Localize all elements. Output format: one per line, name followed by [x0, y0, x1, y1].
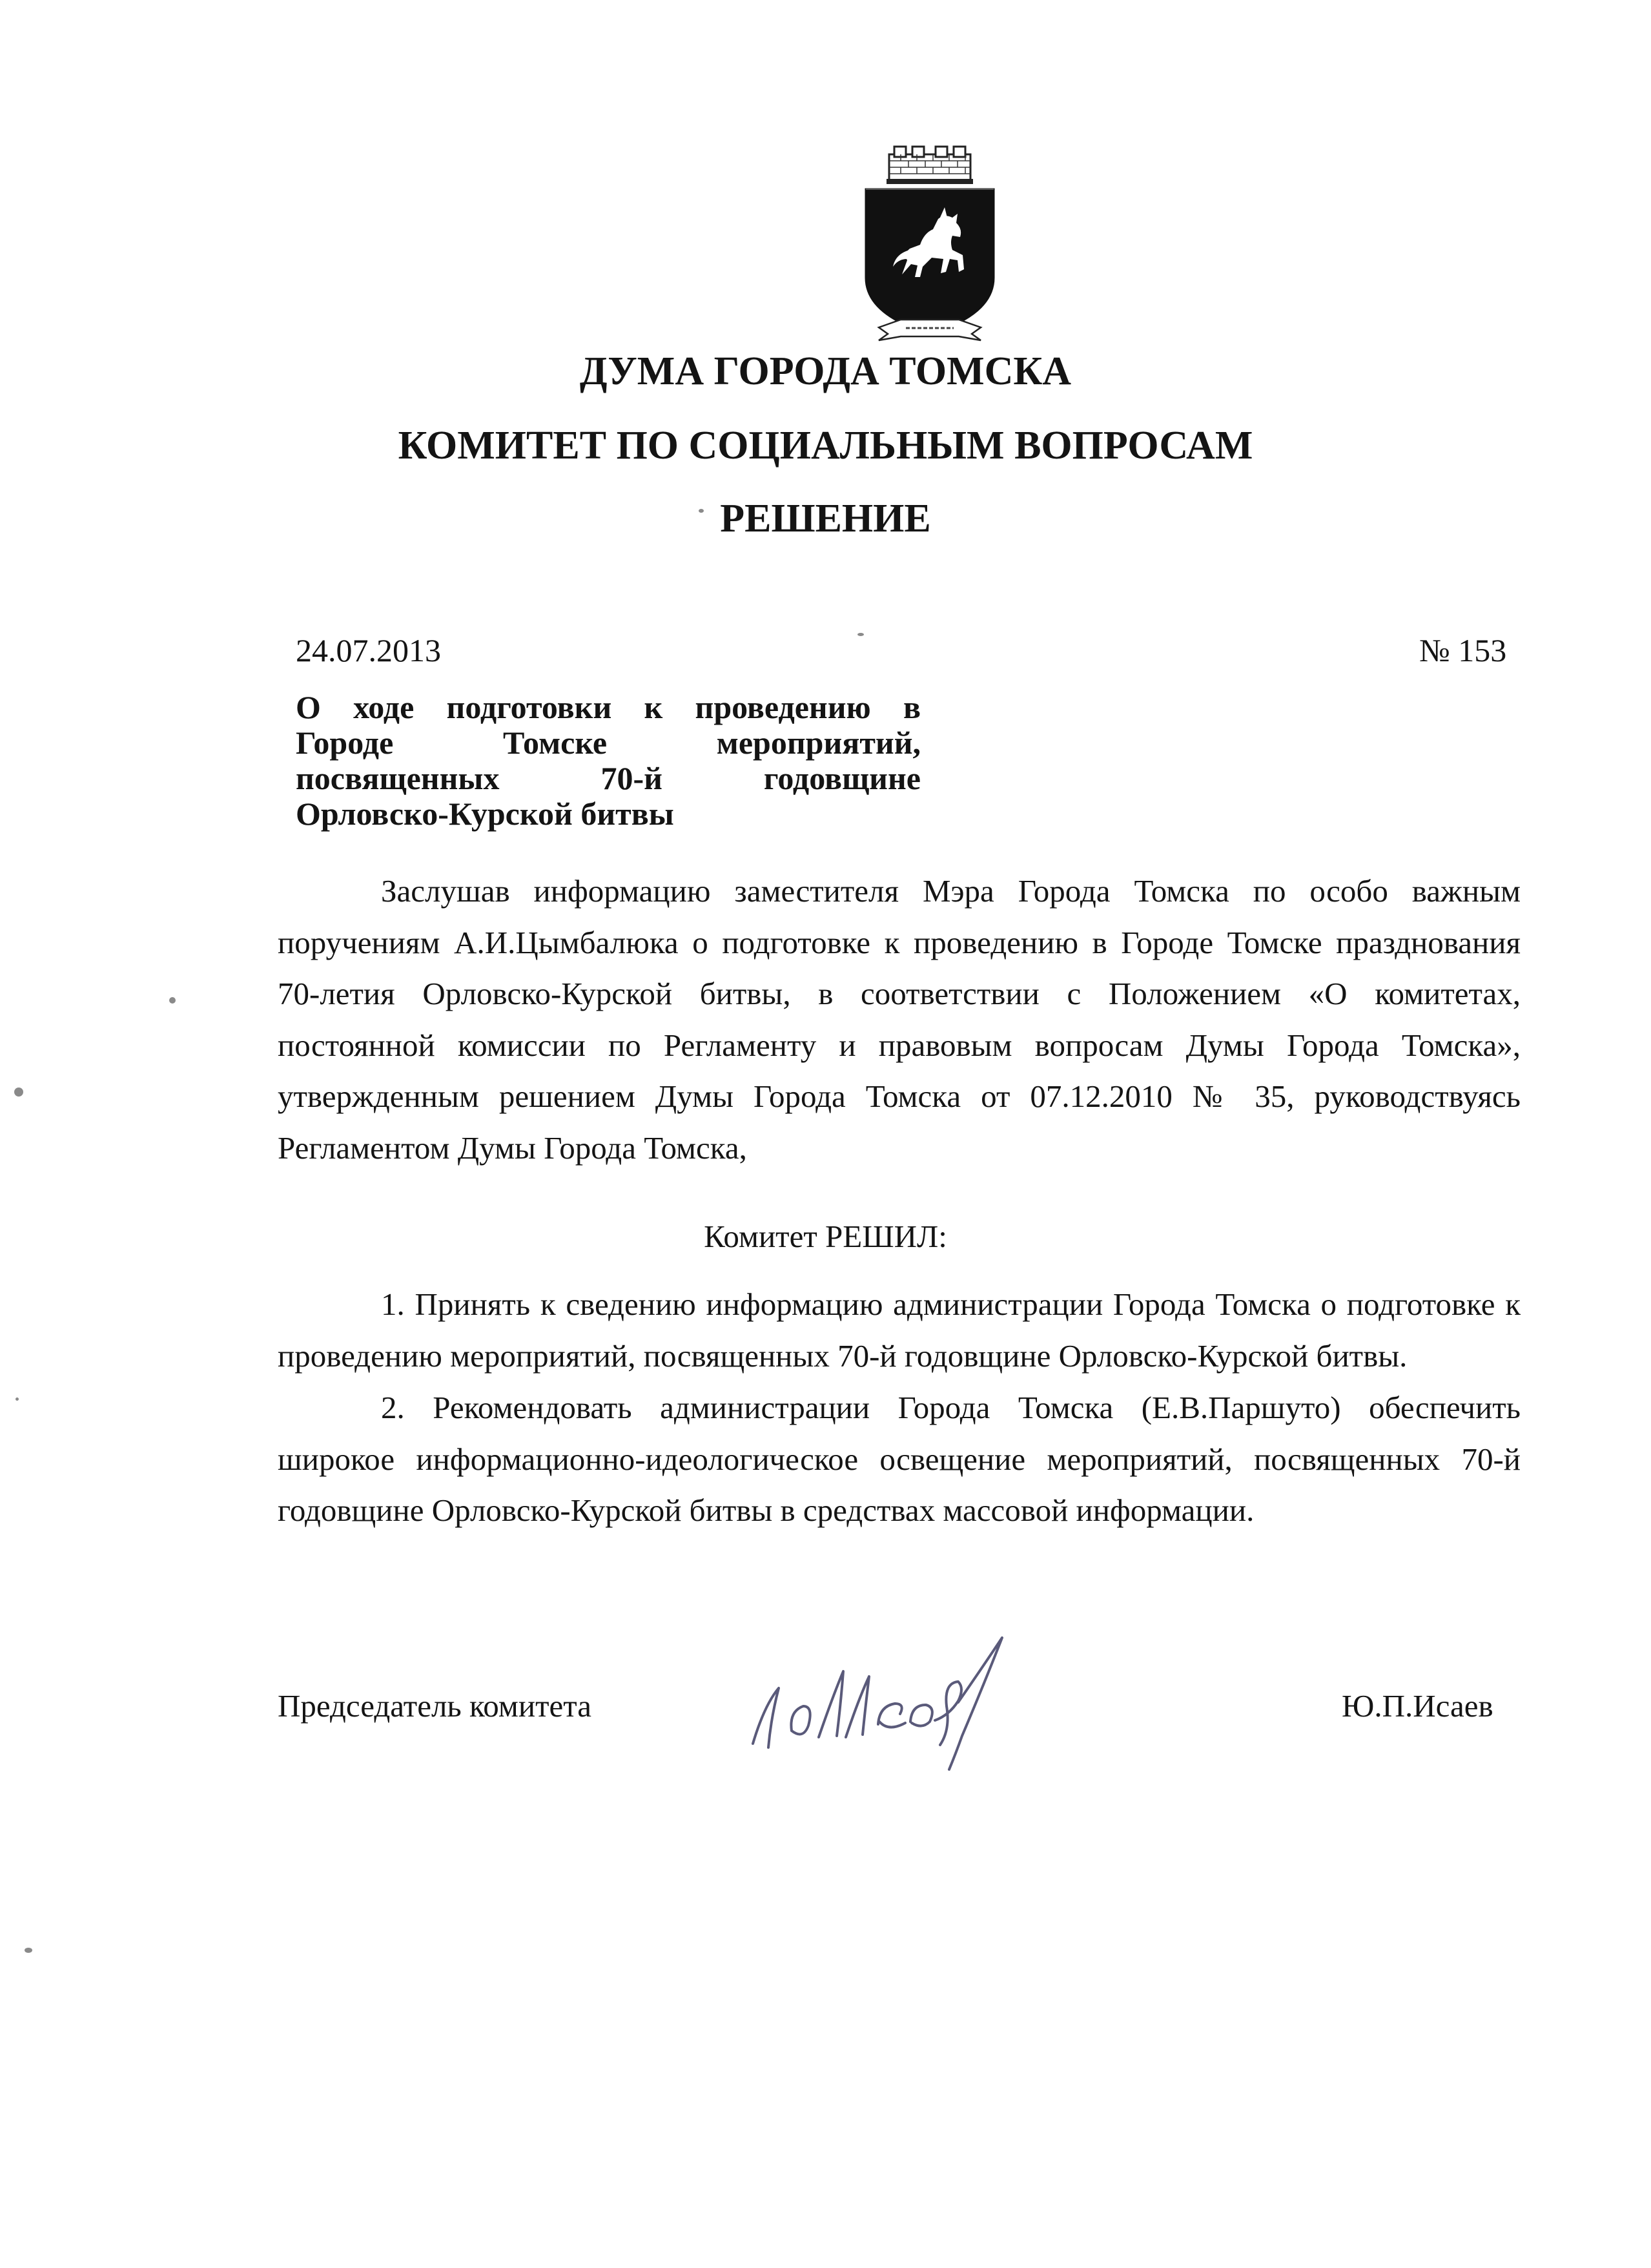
scan-speck [169, 997, 176, 1004]
resolution-item-1 [278, 1279, 1521, 1381]
resolution-heading: Комитет РЕШИЛ: [704, 1219, 947, 1254]
subject-line: посвященных 70-й годовщине [296, 760, 921, 796]
resolution-item-2 [278, 1382, 1521, 1536]
subject-line: О ходе подготовки к проведению в [296, 689, 921, 725]
scan-speck [699, 509, 704, 513]
paragraph-line: широкое информационно-идеологическое освещение мероприятий, посвященных 70-й [278, 1441, 1521, 1477]
paragraph-line: Заслушав информацию заместителя Мэра Города Томска по особо важным [381, 873, 1521, 909]
subject-line: Орловско-Курской битвы [296, 796, 674, 832]
document-type: РЕШЕНИЕ [720, 497, 931, 541]
tomsk-coat-of-arms-icon [856, 145, 1004, 349]
document-number: № 153 [1419, 632, 1507, 668]
signatory-position: Председатель комитета [278, 1688, 592, 1724]
scan-speck [15, 1397, 19, 1401]
scan-speck [14, 1088, 23, 1097]
paragraph-line: 70-летия Орловско-Курской битвы, в соответствии с Положением «О комитетах, [278, 976, 1521, 1011]
paragraph-line: годовщине Орловско-Курской битвы в средствах массовой информации. [278, 1492, 1255, 1528]
subject-line: Городе Томске мероприятий, [296, 725, 921, 761]
council-title: ДУМА ГОРОДА ТОМСКА [579, 349, 1072, 393]
paragraph-line: 2. Рекомендовать администрации Города Томска (Е.В.Паршуто) обеспечить [381, 1390, 1521, 1425]
preamble-paragraph [278, 865, 1521, 1173]
paragraph-line: проведению мероприятий, посвященных 70-й годовщине Орловско-Курской битвы. [278, 1337, 1408, 1374]
scan-speck [25, 1948, 32, 1953]
document-date: 24.07.2013 [296, 632, 441, 668]
committee-title: КОМИТЕТ ПО СОЦИАЛЬНЫМ ВОПРОСАМ [398, 424, 1253, 468]
paragraph-line: 1. Принять к сведению информацию администрации Города Томска о подготовке к [381, 1286, 1521, 1322]
paragraph-line: Регламентом Думы Города Томска, [278, 1129, 747, 1166]
scan-speck [857, 633, 864, 636]
handwritten-signature-icon [736, 1634, 1033, 1776]
document-subject [296, 690, 921, 832]
paragraph-line: поручениям А.И.Цымбалюка о подготовке к проведению в Городе Томске празднования [278, 924, 1521, 960]
paragraph-line: постоянной комиссии по Регламенту и правовым вопросам Думы Города Томска», [278, 1027, 1521, 1063]
signatory-name: Ю.П.Исаев [1342, 1688, 1493, 1724]
paragraph-line: утвержденным решением Думы Города Томска от 07.12.2010 № 35, руководствуясь [278, 1078, 1521, 1114]
